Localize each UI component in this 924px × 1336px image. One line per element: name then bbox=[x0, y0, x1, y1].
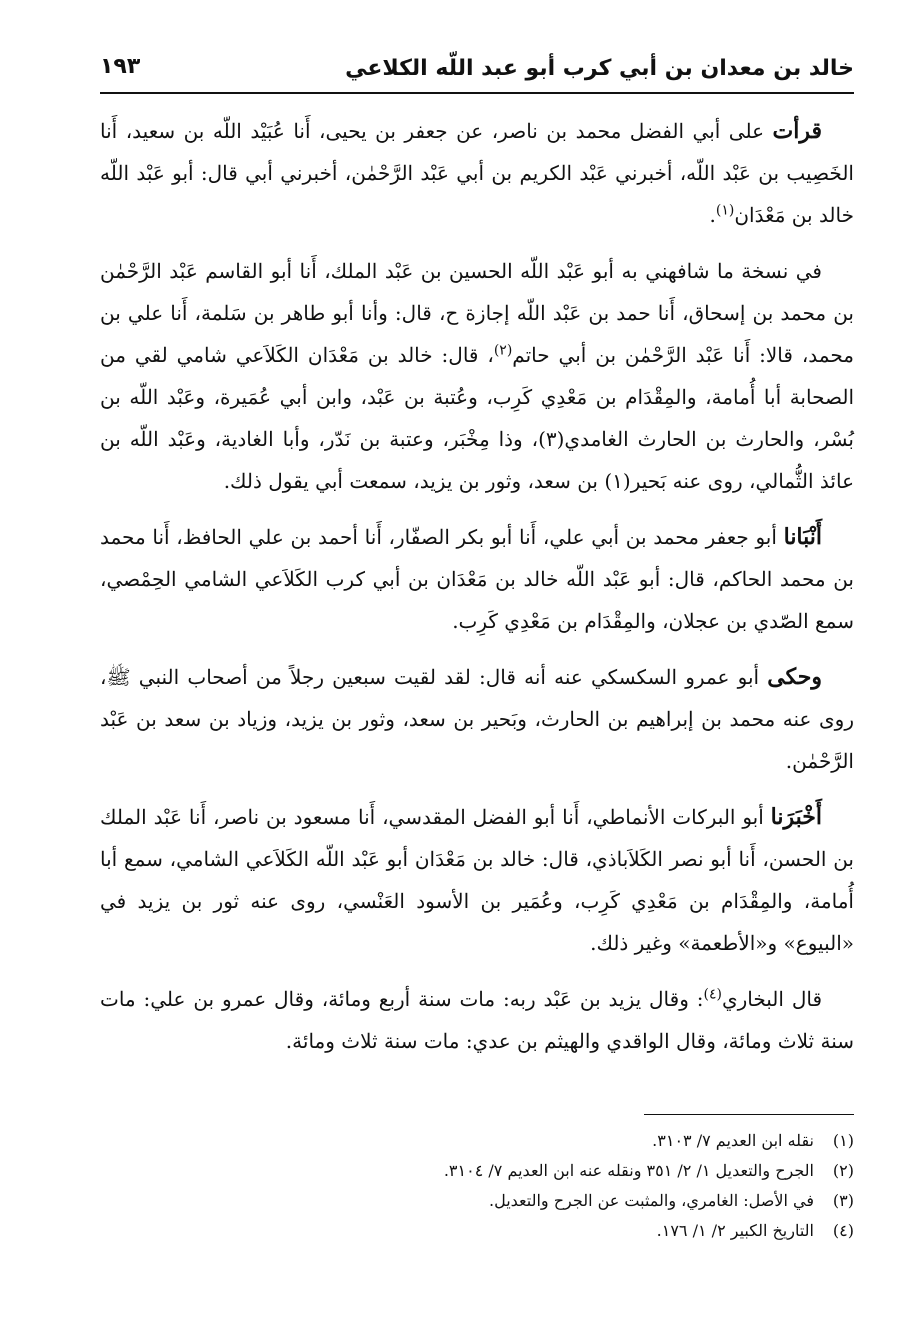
paragraph-lead: أَنْبَانا bbox=[783, 524, 823, 550]
header-rule bbox=[100, 92, 854, 94]
footnote-text: نقله ابن العديم ٧/ ٣١٠٣. bbox=[652, 1131, 814, 1150]
paragraph bbox=[100, 978, 854, 1062]
paragraph-text: على أبي الفضل محمد بن ناصر، عن جعفر بن يحيى، أَنا عُبَيْد اللّه بن سعيد، أَنا الخَصِيب بن عَبْد اللّه، أخبرني عَبْد الكريم بن أبي عَبْد الرَّحْمٰن، أخبرني أبي قال: أبو عَبْد اللّه خالد بن مَعْدَان bbox=[100, 119, 854, 227]
paragraph bbox=[100, 796, 854, 964]
paragraph-text: أبو عمرو السكسكي عنه أنه قال: لقد لقيت سبعين رجلاً من أصحاب النبي ﷺ، روى عنه محمد بن إبراهيم بن الحارث، وبَحير بن سعد، وثور بن يزيد، وزياد بن سعد بن عَبْد الرَّحْمٰن. bbox=[100, 665, 854, 773]
paragraph-text: قال البخاري bbox=[721, 987, 823, 1011]
paragraph bbox=[100, 516, 854, 642]
running-title: خالد بن معدان بن أبي كرب أبو عبد اللّه الكلاعي bbox=[345, 56, 854, 81]
footnote bbox=[100, 1156, 854, 1186]
footnote-number: (٤) bbox=[832, 1221, 854, 1240]
footnote-number: (١) bbox=[832, 1131, 854, 1150]
footnote-reference: (٢) bbox=[493, 342, 513, 359]
footnote bbox=[100, 1216, 854, 1246]
paragraph-text: أبو البركات الأنماطي، أَنا أبو الفضل المقدسي، أَنا مسعود بن ناصر، أَنا عَبْد الملك بن الحسن، أَنا أبو نصر الكَلاَباذي، قال: خالد بن مَعْدَان أبو عَبْد اللّه الكَلاَعي الشامي، سمع أبا أُمامة، والمِقْدَام بن مَعْدِي كَرِب، وعُمَير بن الأسود العَنْسي، روى عنه ثور بن يزيد في «البيوع» و«الأطعمة» وغير ذلك. bbox=[100, 805, 854, 955]
paragraph-lead: قرأت bbox=[772, 118, 822, 144]
main-text bbox=[100, 110, 854, 1076]
running-header bbox=[100, 52, 854, 94]
paragraph-text: في نسخة ما شافهني به أبو عَبْد اللّه الحسين بن عَبْد الملك، أَنا أبو القاسم عَبْد الرَّحْمٰن بن محمد بن إسحاق، أَنا حمد بن عَبْد اللّه إجازة ح، قال: وأنا أبو طاهر بن سَلمة، أَنا علي بن محمد، قالا: أَنا عَبْد الرَّحْمٰن بن أبي حاتم bbox=[100, 259, 854, 367]
footnote-text: الجرح والتعديل ١/ ٢/ ٣٥١ ونقله عنه ابن العديم ٧/ ٣١٠٤. bbox=[443, 1161, 814, 1180]
footnote-reference: (١) bbox=[715, 202, 735, 219]
paragraph-lead: أَخْبَرَنا bbox=[770, 804, 822, 830]
footnote-rule bbox=[644, 1114, 854, 1115]
footnotes bbox=[100, 1126, 854, 1246]
paragraph-tail: . bbox=[709, 203, 716, 227]
paragraph-tail: : وقال يزيد بن عَبْد ربه: مات سنة أربع ومائة، وقال عمرو بن علي: مات سنة ثلاث ومائة، وقال الواقدي والهيثم بن عدي: مات سنة ثلاث ومائة. bbox=[100, 987, 854, 1053]
page-number: ١٩٣ bbox=[100, 54, 141, 79]
footnote bbox=[100, 1126, 854, 1156]
footnote-reference: (٤) bbox=[703, 986, 722, 1003]
paragraph-text: أبو جعفر محمد بن أبي علي، أَنا أبو بكر الصفّار، أَنا أحمد بن علي الحافظ، أَنا محمد بن محمد الحاكم، قال: أبو عَبْد اللّه خالد بن مَعْدَان بن أبي كرب الكَلاَعي الشامي الحِمْصي، سمع الصّدي بن عجلان، والمِقْدَام بن مَعْدِي كَرِب. bbox=[100, 525, 854, 633]
paragraph bbox=[100, 250, 854, 502]
footnote-number: (٣) bbox=[832, 1191, 854, 1210]
footnote-number: (٢) bbox=[832, 1161, 854, 1180]
footnote bbox=[100, 1186, 854, 1216]
paragraph bbox=[100, 110, 854, 236]
paragraph bbox=[100, 656, 854, 782]
footnote-text: في الأصل: الغامري، والمثبت عن الجرح والتعديل. bbox=[488, 1191, 814, 1210]
footnote-text: التاريخ الكبير ٢/ ١/ ١٧٦. bbox=[656, 1221, 814, 1240]
paragraph-tail: ، قال: خالد بن مَعْدَان الكَلاَعي شامي لقي من الصحابة أبا أُمامة، والمِقْدَام بن مَعْدِي كَرِب، وعُتبة بن عَبْد، وابن أبي عُمَيرة، وعَبْد اللّه بن بُسْر، والحارث بن الحارث الغامدي(٣)، وذا مِخْبَر، وعتبة بن نَدّر، وأبا الغادية، وعَبْد اللّه بن عائذ الثُّمالي، روى عنه بَحير(١) بن سعد، وثور بن يزيد، سمعت أبي يقول ذلك. bbox=[100, 343, 854, 493]
paragraph-lead: وحكى bbox=[767, 664, 822, 690]
